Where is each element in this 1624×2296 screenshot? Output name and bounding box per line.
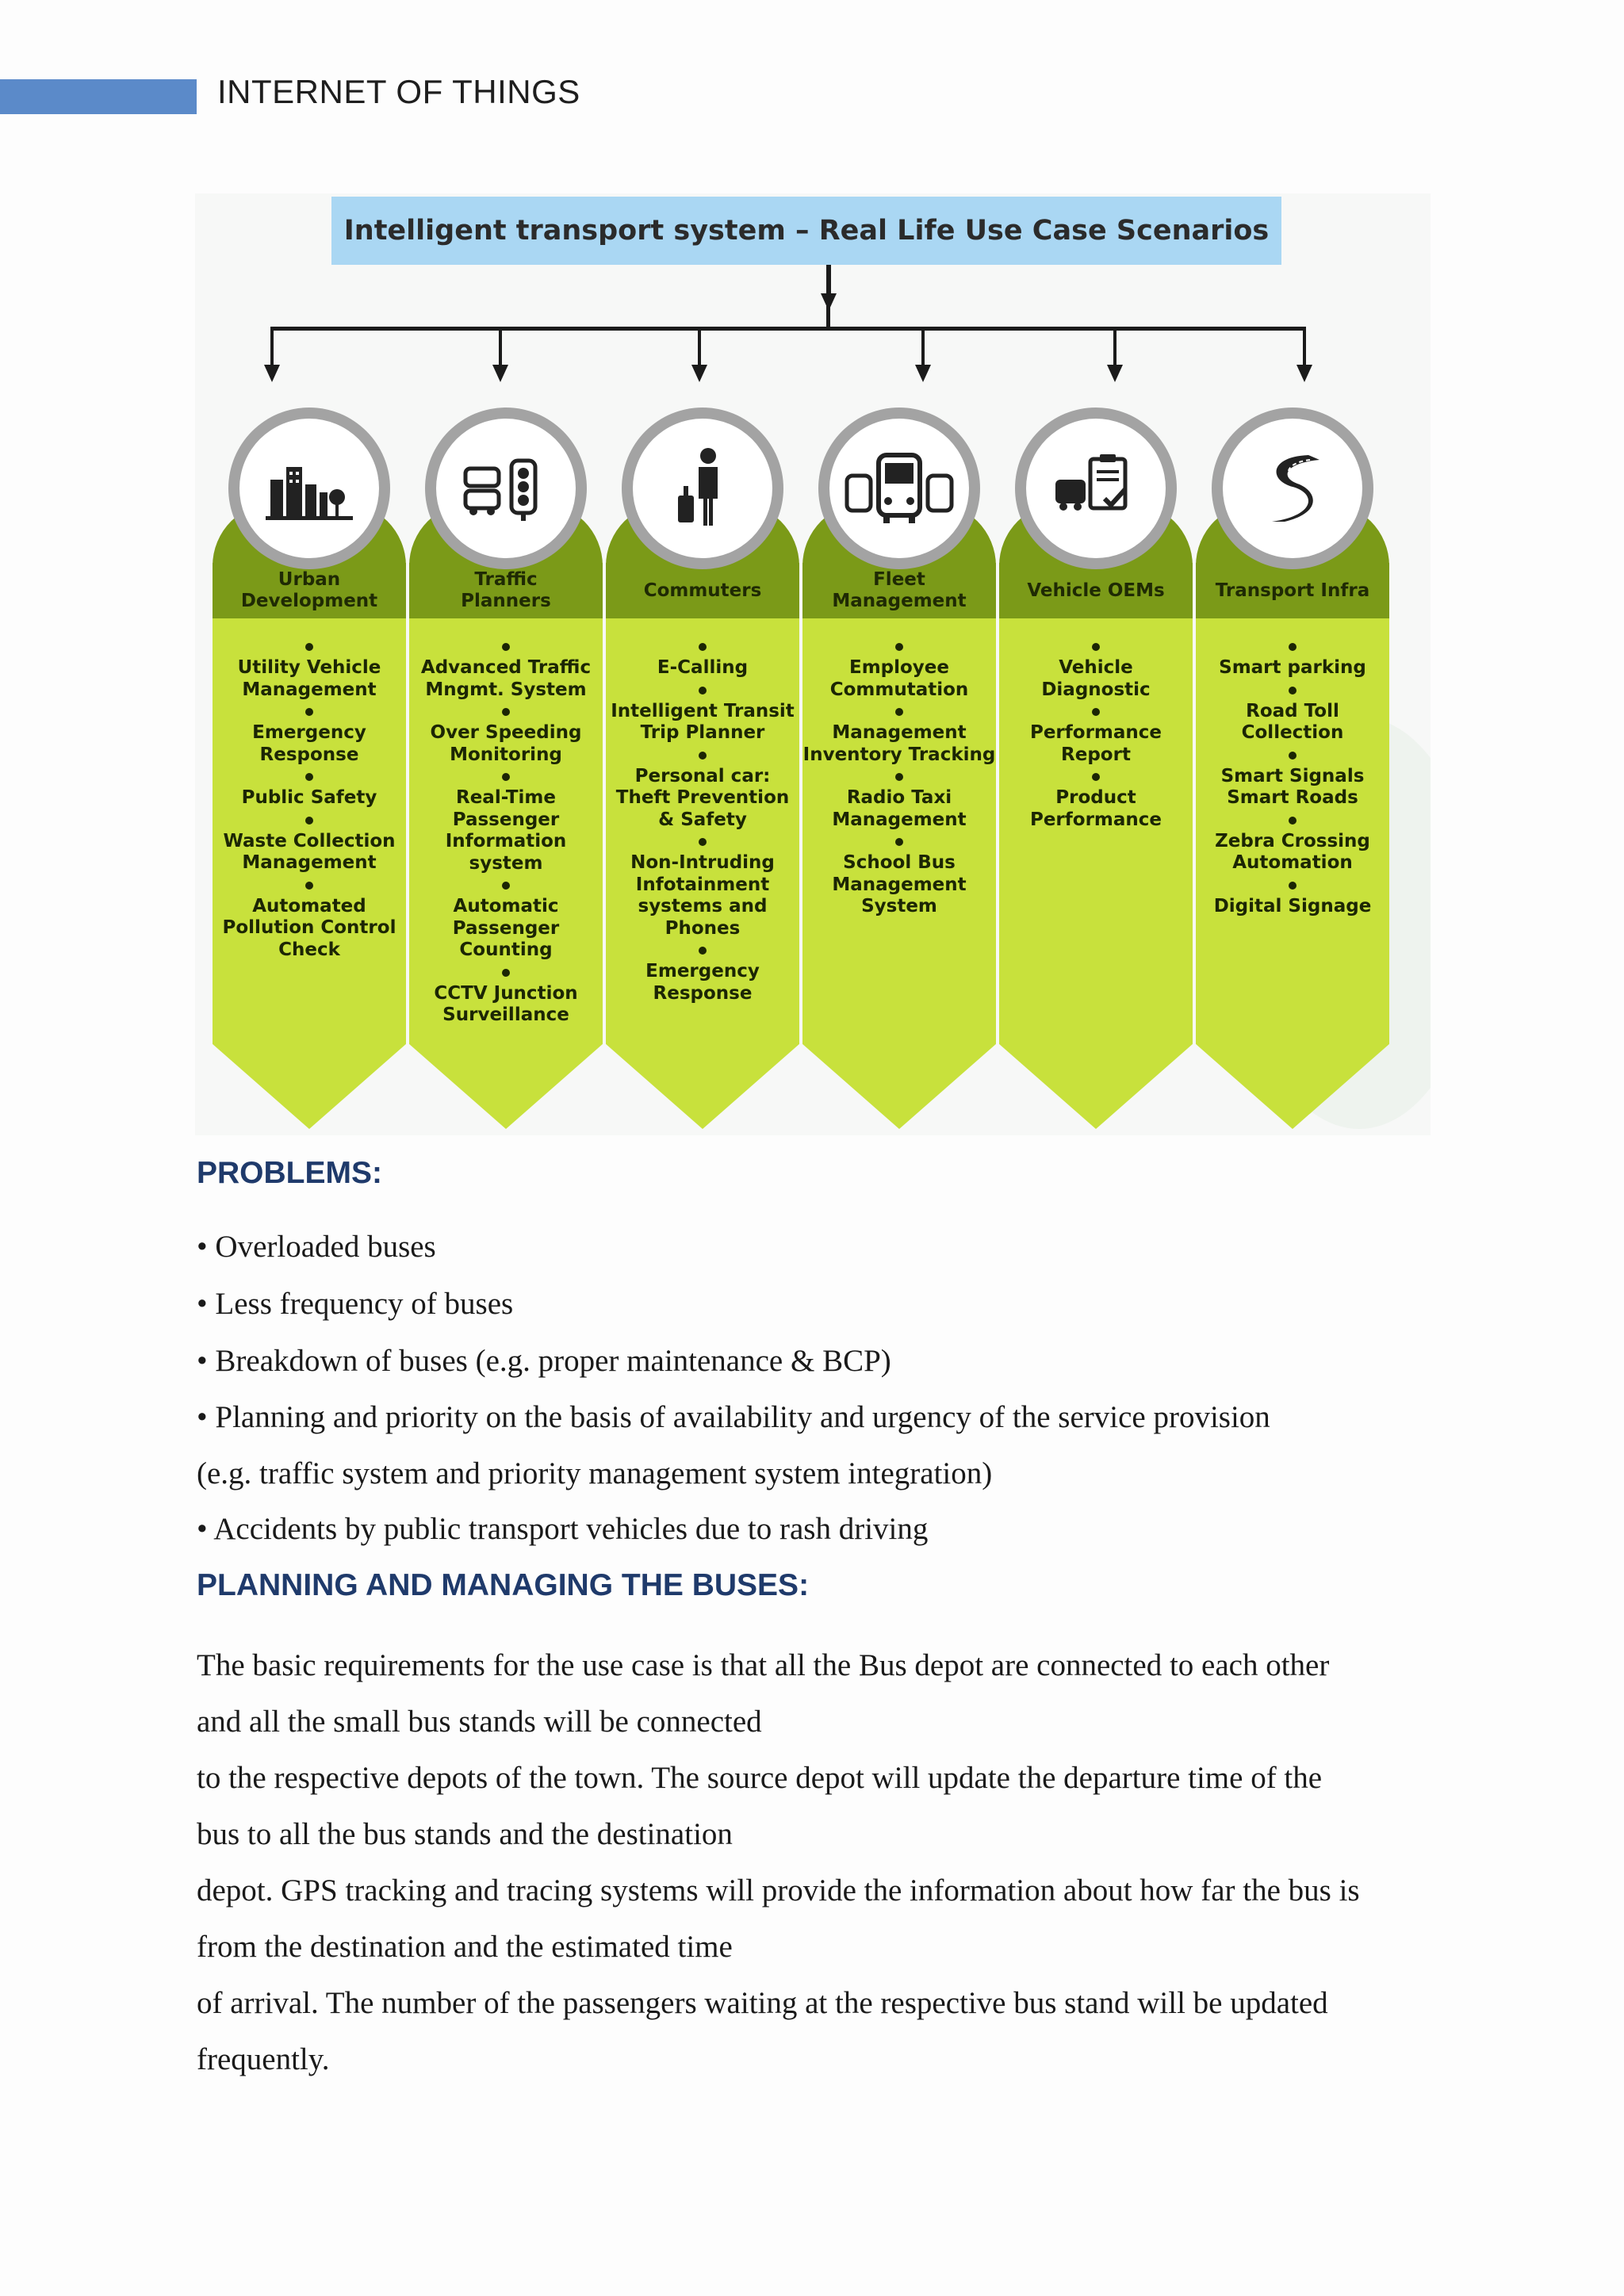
vehicle-checklist-icon [1052, 453, 1139, 524]
problem-bullet: • Breakdown of buses (e.g. proper maintenance & BCP) [197, 1344, 891, 1378]
column-item: Emergency Response [645, 961, 760, 1004]
column-item: Radio Taxi Management [832, 787, 967, 830]
column-fleet-management [802, 408, 996, 1129]
problem-bullet-continuation: (e.g. traffic system and priority management system integration) [197, 1456, 993, 1490]
column-items [1196, 636, 1389, 917]
column-item: Vehicle Diagnostic [1041, 657, 1151, 700]
problems-heading: PROBLEMS: [197, 1156, 382, 1190]
drop-arrow-4 [915, 365, 931, 382]
column-commuters [606, 408, 799, 1129]
column-vehicle-oems [999, 408, 1193, 1129]
column-item: Intelligent Transit Trip Planner [611, 700, 795, 743]
problem-bullet: • Less frequency of buses [197, 1287, 514, 1321]
connector-riser [826, 304, 830, 328]
column-urban-development [213, 408, 406, 1129]
planning-paragraph-line: of arrival. The number of the passengers waiting at the respective bus stand will be updated [197, 1986, 1328, 2020]
column-traffic-planners [409, 408, 603, 1129]
column-category: Urban Development [213, 563, 406, 618]
commuter-with-luggage-icon [659, 445, 746, 532]
planning-heading: PLANNING AND MANAGING THE BUSES: [197, 1568, 810, 1602]
column-category: Commuters [606, 563, 799, 618]
column-item: Management Inventory Tracking [802, 722, 996, 765]
column-item: Zebra Crossing Automation [1215, 830, 1370, 873]
column-item: Over Speeding Monitoring [430, 722, 582, 765]
problem-bullet: • Planning and priority on the basis of availability and urgency of the service provision [197, 1400, 1270, 1434]
drop-line-3 [698, 327, 701, 368]
column-item: Performance Report [1029, 722, 1162, 765]
drop-line-4 [921, 327, 925, 368]
column-item: Advanced Traffic Mngmt. System [420, 657, 592, 700]
column-items [999, 636, 1193, 831]
column-item: E-Calling [657, 657, 749, 678]
column-item: Employee Commutation [829, 657, 969, 700]
bus-fleet-icon [844, 449, 955, 528]
planning-paragraph-line: bus to all the bus stands and the destination [197, 1817, 733, 1851]
column-item: School Bus Management System [832, 852, 967, 916]
planning-paragraph-line: frequently. [197, 2042, 330, 2076]
column-category: Fleet Management [802, 563, 996, 618]
drop-arrow-1 [264, 365, 280, 382]
planning-paragraph-line: and all the small bus stands will be connected [197, 1705, 762, 1739]
column-item: Emergency Response [252, 722, 366, 765]
column-items [409, 636, 603, 1027]
drop-line-2 [499, 327, 502, 368]
icon-badge [1212, 408, 1373, 569]
column-item: Road Toll Collection [1241, 700, 1344, 743]
icon-badge [228, 408, 390, 569]
drop-line-5 [1113, 327, 1116, 368]
drop-arrow-5 [1107, 365, 1123, 382]
column-item: Automated Pollution Control Check [222, 895, 396, 960]
column-item: Product Performance [1029, 787, 1162, 830]
connector-bar [270, 327, 1304, 331]
column-item: Public Safety [241, 787, 377, 808]
drop-arrow-3 [691, 365, 707, 382]
column-category: Vehicle OEMs [999, 563, 1193, 618]
column-transport-infra [1196, 408, 1389, 1129]
column-item: Utility Vehicle Management [237, 657, 381, 700]
column-item: Smart Signals Smart Roads [1220, 765, 1365, 808]
drop-line-1 [270, 327, 274, 368]
column-item: Smart parking [1219, 657, 1366, 678]
column-items [606, 636, 799, 1004]
column-item: Waste Collection Management [223, 830, 396, 873]
column-item: Automatic Passenger Counting [452, 896, 560, 960]
column-items [802, 636, 996, 918]
icon-badge [818, 408, 980, 569]
planning-paragraph-line: from the destination and the estimated time [197, 1930, 733, 1964]
planning-paragraph-line: The basic requirements for the use case is that all the Bus depot are connected to each other [197, 1648, 1330, 1682]
column-item: Personal car: Theft Prevention & Safety [615, 765, 790, 830]
column-item: Real-Time Passenger Information system [445, 787, 567, 874]
planning-paragraph-line: to the respective depots of the town. The source depot will update the departure time of the [197, 1761, 1323, 1795]
icon-badge [622, 408, 783, 569]
figure-banner: Intelligent transport system – Real Life Use Case Scenarios [331, 197, 1281, 265]
header-accent-bar [0, 79, 197, 114]
drop-arrow-2 [492, 365, 508, 382]
winding-road-icon [1253, 449, 1332, 528]
drop-line-6 [1303, 327, 1306, 368]
its-use-case-figure [195, 193, 1431, 1135]
problem-bullet: • Overloaded buses [197, 1230, 436, 1264]
icon-badge [1015, 408, 1177, 569]
column-item: Non-Intruding Infotainment systems and Phones [630, 852, 775, 939]
column-category: Traffic Planners [409, 563, 603, 618]
planning-paragraph-line: depot. GPS tracking and tracing systems will provide the information about how far the bus is [197, 1873, 1360, 1908]
city-buildings-icon [266, 453, 353, 524]
column-item: CCTV Junction Surveillance [434, 982, 578, 1025]
icon-badge [425, 408, 587, 569]
column-item: Digital Signage [1213, 895, 1372, 916]
column-items [213, 636, 406, 961]
running-header: INTERNET OF THINGS [217, 73, 580, 110]
traffic-light-cars-icon [462, 453, 550, 524]
drop-arrow-6 [1297, 365, 1312, 382]
problem-bullet: • Accidents by public transport vehicles due to rash driving [197, 1512, 929, 1546]
column-category: Transport Infra [1196, 563, 1389, 618]
